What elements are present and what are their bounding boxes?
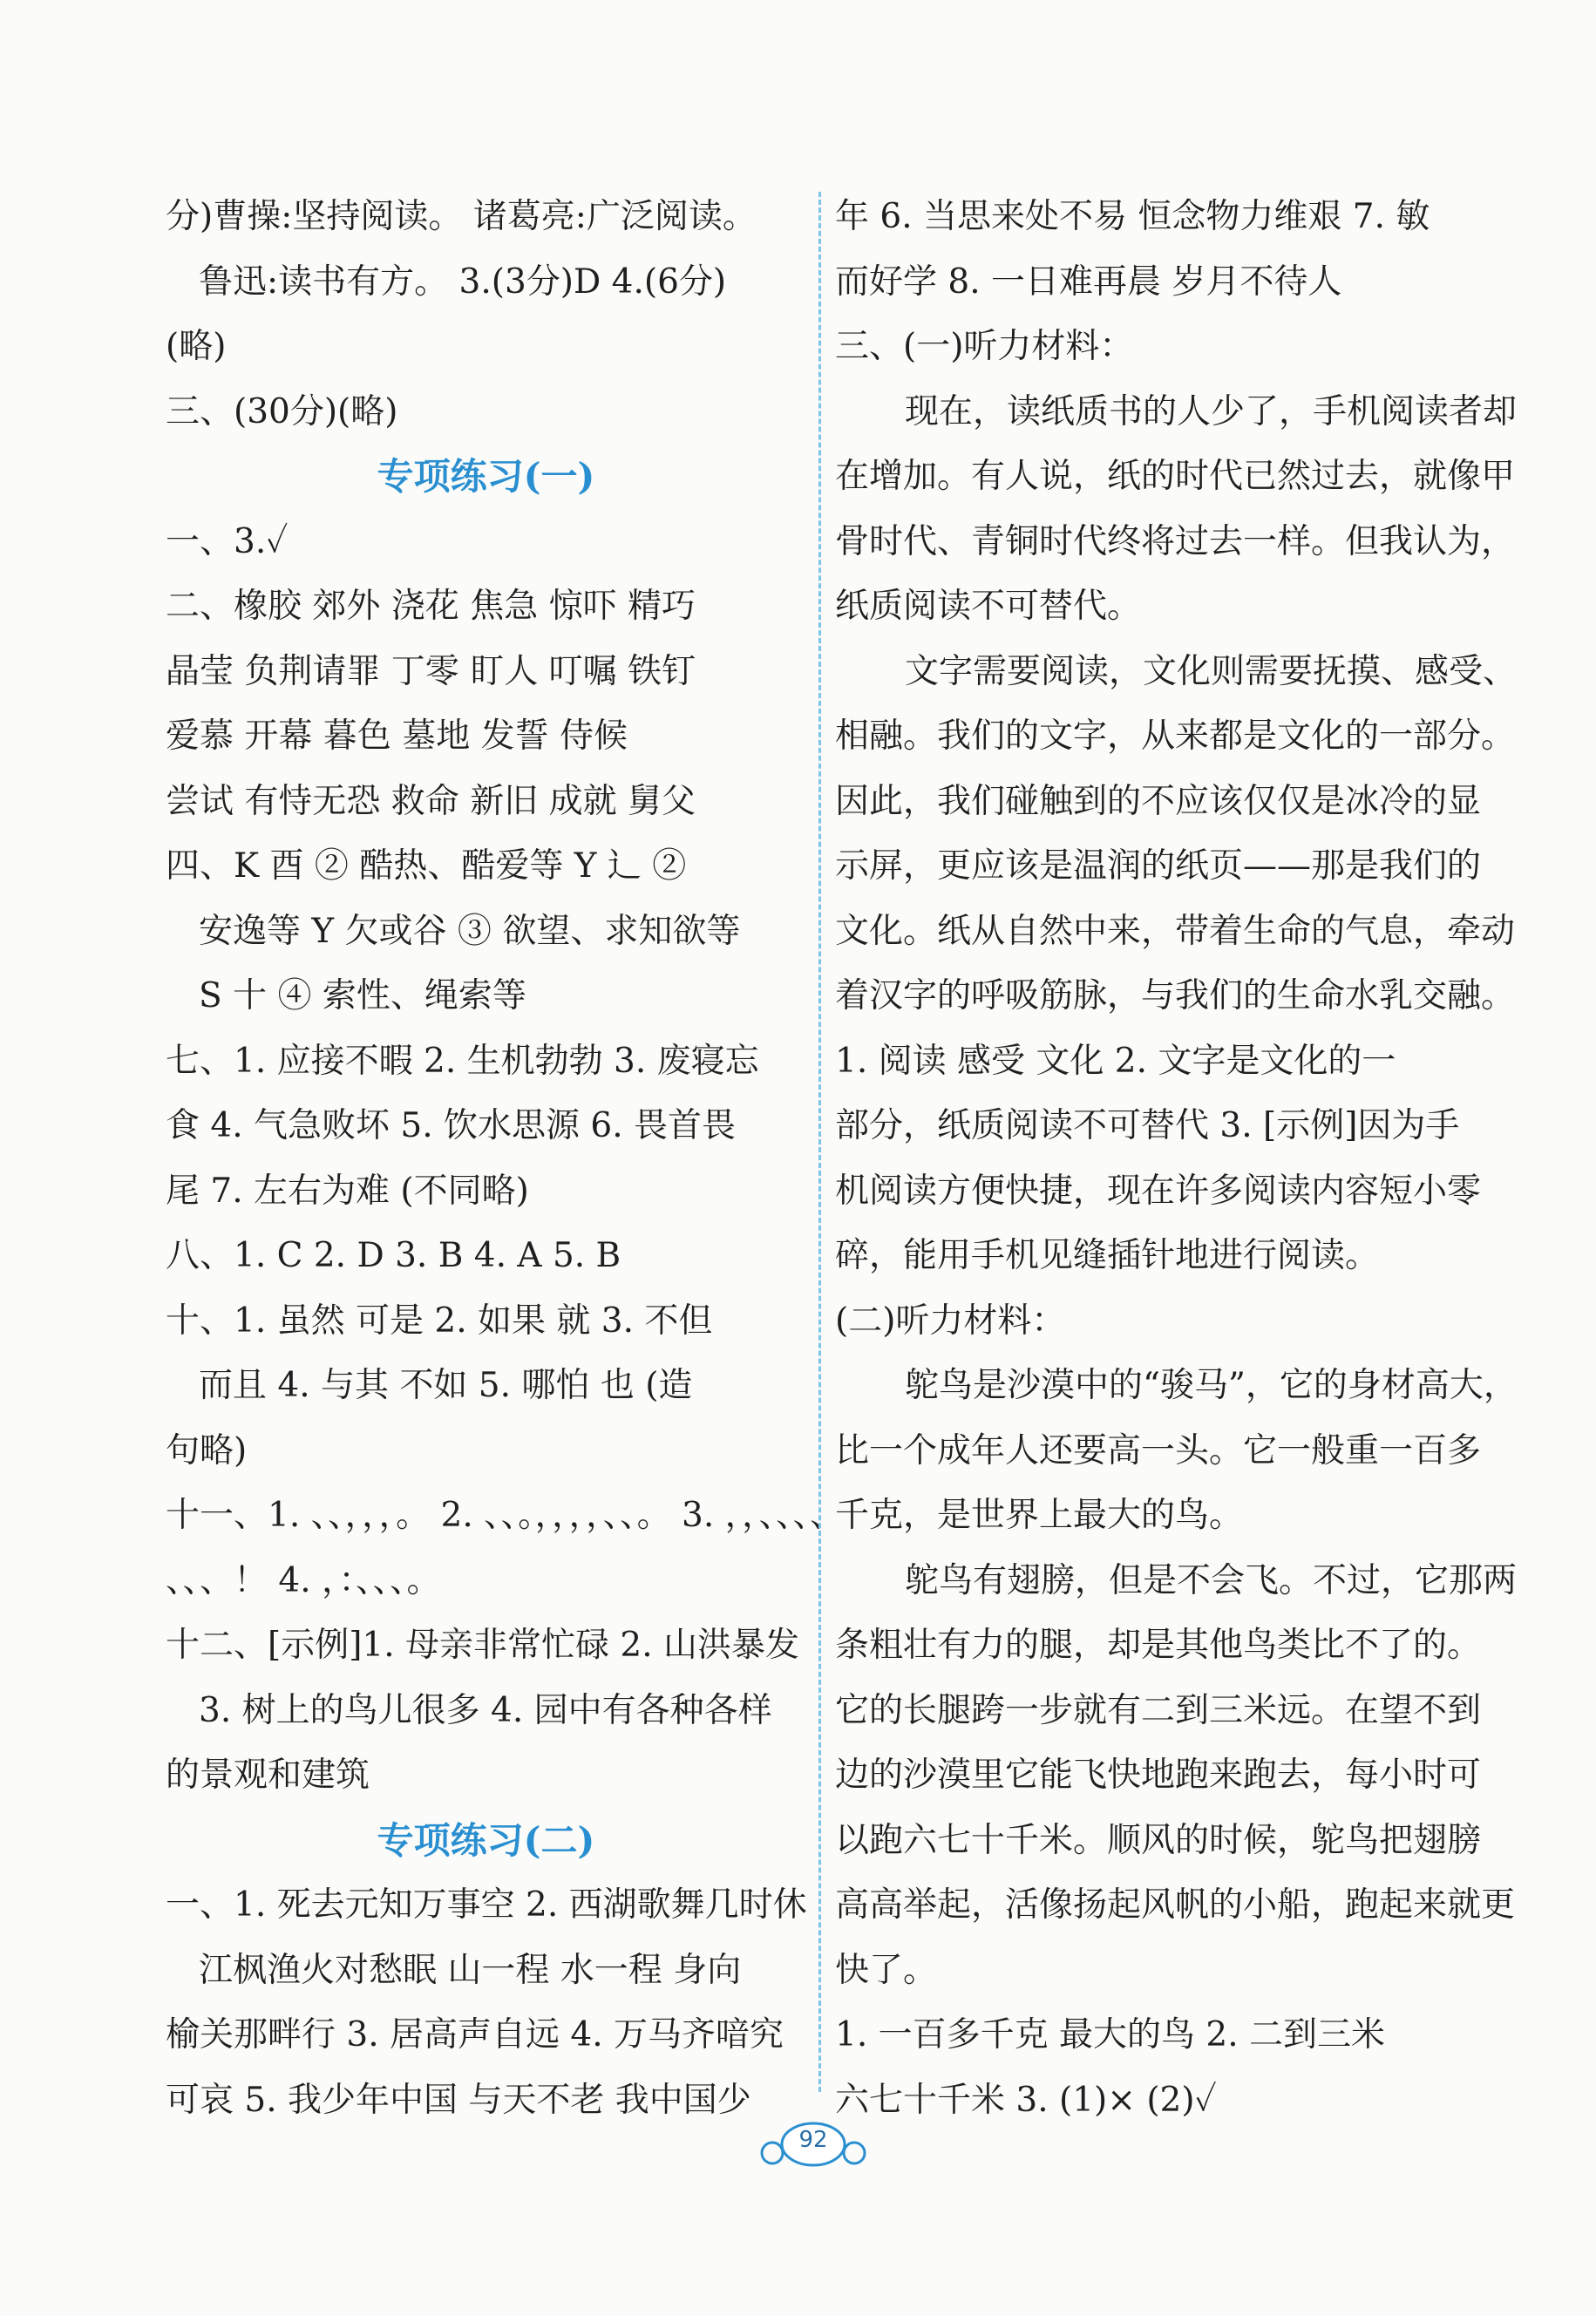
text-line: 以跑六七十千米。顺风的时候，鸵鸟把翅膀: [835, 1820, 1482, 1860]
text-line: 榆关那畔行 3. 居高声自远 4. 万马齐喑究: [166, 2015, 784, 2055]
text-line: 高高举起，活像扬起风帆的小船，跑起来就更: [835, 1885, 1516, 1925]
page-number-badge: [757, 2115, 870, 2176]
text-line: 文字需要阅读，文化则需要抚摸、感受、: [905, 651, 1518, 691]
text-line: 现在，读纸质书的人少了，手机阅读者却: [905, 391, 1518, 431]
text-line: 鸵鸟有翅膀，但是不会飞。不过，它那两: [905, 1560, 1518, 1600]
text-line: 十一、1. 、、，，，。 2. 、、。，，，，、、。 3. ，，、、、、: [166, 1496, 845, 1535]
text-line: 尝试 有恃无恐 救命 新旧 成就 舅父: [166, 781, 696, 821]
text-line: (略): [166, 327, 227, 366]
text-line: 十、1. 虽然 可是 2. 如果 就 3. 不但: [166, 1301, 713, 1341]
text-line: 纸质阅读不可替代。: [835, 587, 1142, 626]
text-line: 、、、！ 4. ，：、、、。: [166, 1560, 441, 1600]
text-line: 1. 阅读 感受 文化 2. 文字是文化的一: [835, 1041, 1396, 1081]
text-line: 碎，能用手机见缝插针地进行阅读。: [835, 1236, 1380, 1275]
text-line: 条粗壮有力的腿，却是其他鸟类比不了的。: [835, 1626, 1482, 1665]
text-line: 爱慕 开幕 暮色 墓地 发誓 侍候: [166, 717, 628, 756]
text-line: 句略): [166, 1430, 248, 1470]
text-line: 因此，我们碰触到的不应该仅仅是冰冷的显: [835, 781, 1482, 821]
page-number: 92: [798, 2127, 828, 2153]
text-line: 在增加。有人说，纸的时代已然过去，就像甲: [835, 457, 1516, 496]
text-line: 年 6. 当思来处不易 恒念物力维艰 7. 敏: [835, 197, 1430, 236]
text-line: 江枫渔火对愁眠 山一程 水一程 身向: [199, 1950, 742, 1990]
text-line: 十二、[示例]1. 母亲非常忙碌 2. 山洪暴发: [166, 1626, 800, 1665]
text-line: 示屏，更应该是温润的纸页——那是我们的: [835, 846, 1482, 886]
text-line: 二、橡胶 郊外 浇花 焦急 惊吓 精巧: [166, 587, 696, 626]
text-line: 它的长腿跨一步就有二到三米远。在望不到: [835, 1690, 1482, 1730]
text-line: 晶莹 负荆请罪 丁零 盯人 叮嘱 铁钉: [166, 651, 696, 691]
text-line: 1. 一百多千克 最大的鸟 2. 二到三米: [835, 2015, 1386, 2055]
text-line: 七、1. 应接不暇 2. 生机勃勃 3. 废寝忘: [166, 1041, 759, 1081]
text-line: 三、(一)听力材料：: [835, 327, 1134, 366]
text-line: 尾 7. 左右为难 (不同略): [166, 1171, 529, 1211]
text-line: 机阅读方便快捷，现在许多阅读内容短小零: [835, 1171, 1482, 1211]
text-line: 一、1. 死去元知万事空 2. 西湖歌舞几时休: [166, 1885, 807, 1925]
text-line: 分)曹操:坚持阅读。 诸葛亮:广泛阅读。: [166, 197, 757, 236]
text-line: 鲁迅:读书有方。 3.(3分)D 4.(6分): [199, 261, 727, 302]
section-heading: 专项练习(一): [377, 455, 595, 498]
text-line: 文化。纸从自然中来，带着生命的气息，牵动: [835, 911, 1516, 951]
text-line: 3. 树上的鸟儿很多 4. 园中有各种各样: [199, 1690, 772, 1730]
text-line: 而且 4. 与其 不如 5. 哪怕 也 (造: [199, 1366, 693, 1405]
column-divider: [818, 192, 821, 2092]
text-line: S 十 ④ 索性、绳索等: [199, 976, 526, 1015]
text-line: 快了。: [835, 1950, 938, 1990]
text-line: 的景观和建筑: [166, 1756, 370, 1795]
text-line: (二)听力材料：: [835, 1301, 1066, 1341]
text-line: 鸵鸟是沙漠中的“骏马”，它的身材高大，: [905, 1366, 1518, 1405]
left-column: [166, 185, 845, 2133]
text-line: 相融。我们的文字，从来都是文化的一部分。: [835, 717, 1516, 756]
section-heading: 专项练习(二): [377, 1818, 595, 1862]
text-line: 边的沙漠里它能飞快地跑来跑去，每小时可: [835, 1756, 1482, 1795]
text-line: 可哀 5. 我少年中国 与天不老 我中国少: [166, 2080, 751, 2120]
text-line: 千克，是世界上最大的鸟。: [835, 1496, 1244, 1535]
text-line: 四、K 酉 ② 酷热、酷爱等 Y 辶 ②: [166, 846, 687, 886]
text-line: 而好学 8. 一日难再晨 岁月不待人: [835, 261, 1342, 302]
text-line: 八、1. C 2. D 3. B 4. A 5. B: [166, 1236, 621, 1275]
text-line: 安逸等 Y 欠或谷 ③ 欲望、求知欲等: [199, 911, 741, 951]
text-line: 六七十千米 3. (1)× (2)✓: [835, 2080, 1217, 2120]
text-line: 比一个成年人还要高一头。它一般重一百多: [835, 1430, 1482, 1470]
text-line: 食 4. 气急败坏 5. 饮水思源 6. 畏首畏: [166, 1106, 737, 1145]
text-line: 三、(30分)(略): [166, 391, 398, 431]
text-line: 部分，纸质阅读不可替代 3. [示例]因为手: [835, 1106, 1460, 1145]
text-line: 一、3.✓: [166, 521, 289, 561]
text-line: 骨时代、青铜时代终将过去一样。但我认为，: [835, 521, 1516, 561]
right-column: [835, 185, 1518, 2133]
text-line: 着汉字的呼吸筋脉，与我们的生命水乳交融。: [835, 976, 1516, 1015]
